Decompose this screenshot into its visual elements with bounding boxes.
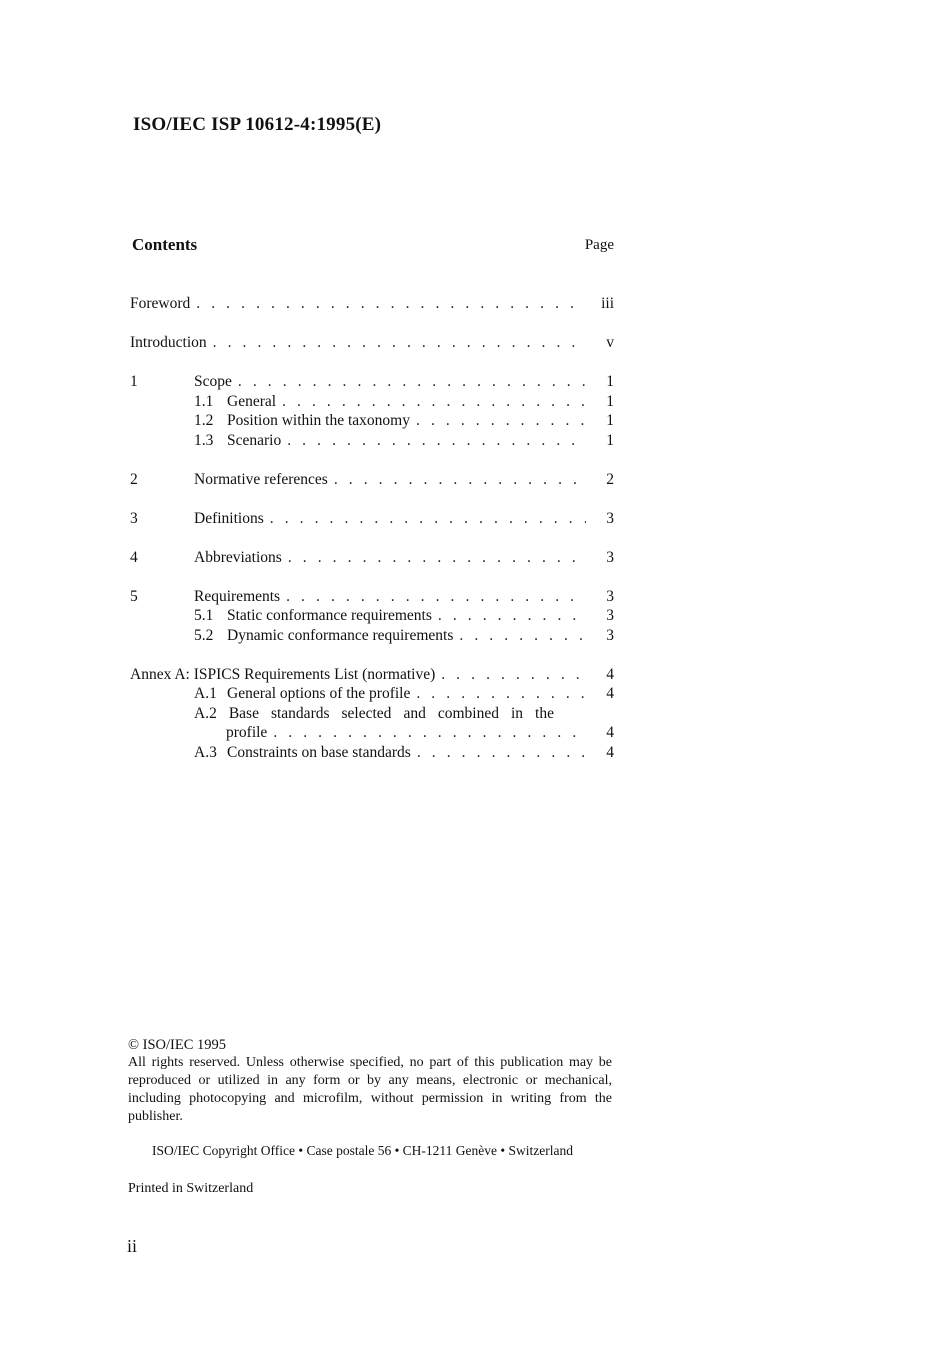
toc-entry-annex-a-3[interactable] [130,743,614,763]
copyright-text: All rights reserved. Unless otherwise specified, no part of this publication may be reproduced or utilized in any form or by any means, electronic or mechanical, including photocopying and microfilm, without permission in writing from the publisher. [128,1055,612,1124]
document-id: ISO/IEC ISP 10612-4:1995(E) [133,114,382,135]
subsection-number: A.1 [194,685,217,702]
toc-page: 1 [606,392,614,410]
leader-dots [459,626,586,646]
page-number: ii [127,1236,138,1256]
toc-title-word: combined [437,704,499,722]
toc-page: 4 [606,665,614,683]
toc-entry-annex-a-2[interactable] [130,704,614,724]
toc-entry-section-1-3[interactable] [130,431,614,451]
contents-heading: Contents [132,235,198,254]
toc-entry-section-1[interactable] [130,372,614,392]
toc-title: Scenario [227,431,282,449]
section-number: 3 [130,509,138,527]
toc-title: Dynamic conformance requirements [227,626,454,644]
toc-title-word: in [510,704,524,722]
toc-title-word: Base [228,704,259,722]
copyright-block [128,1036,612,1126]
toc-title: Introduction [130,334,207,351]
leader-dots [196,294,586,314]
toc-title-word: and [403,704,426,722]
toc-page: 3 [606,509,614,527]
toc-page: 3 [606,626,614,644]
leader-dots [287,431,586,451]
toc-title: Abbreviations [194,548,282,566]
toc-title-word: standards [270,704,330,722]
toc-page: v [606,334,614,351]
toc-entry-section-3[interactable] [130,509,614,529]
toc-entry-introduction[interactable] [130,333,614,353]
toc-page: 1 [606,431,614,449]
toc-entry-annex-a[interactable] [130,665,614,685]
toc-title: General options of the profile [227,685,411,702]
toc-title: Definitions [194,509,264,527]
page-column-label: Page [584,237,614,253]
toc-entry-foreword[interactable] [130,294,614,314]
toc-entry-annex-a-1[interactable] [130,684,614,704]
subsection-number: A.3 [194,743,217,761]
subsection-number: A.2 [194,704,217,722]
toc-page: 1 [606,373,614,390]
toc-entry-section-5-1[interactable] [130,606,614,626]
leader-dots [438,606,586,626]
toc-title: Static conformance requirements [227,607,432,624]
toc-title: profile [226,724,268,741]
toc-entry-section-5-2[interactable] [130,626,614,646]
leader-dots [416,411,586,431]
toc-page: 4 [606,724,614,741]
leader-dots [282,392,586,412]
leader-dots [270,509,586,529]
toc-title: Foreword [130,295,191,312]
toc-title: Position within the taxonomy [227,412,410,429]
toc-page: 2 [606,470,614,488]
toc-page: iii [601,295,614,312]
toc-title: Requirements [194,587,281,605]
leader-dots [238,372,586,392]
subsection-number: 1.2 [194,412,214,429]
section-number: 5 [130,587,138,605]
toc-title-word: selected [341,704,392,722]
leader-dots [417,743,586,763]
section-number: 4 [130,548,138,566]
subsection-number: 1.3 [194,431,214,449]
leader-dots [288,548,586,568]
leader-dots [213,333,586,353]
printed-in: Printed in Switzerland [128,1181,254,1196]
subsection-number: 5.1 [194,607,214,624]
section-number: 1 [130,373,138,390]
subsection-number: 5.2 [194,626,214,644]
toc-title: Scope [194,373,232,390]
toc-title: Constraints on base standards [227,743,411,761]
leader-dots [273,723,586,743]
leader-dots [334,470,586,490]
toc-page: 1 [606,412,614,429]
toc-title-word: the [535,704,554,722]
toc-page: 3 [606,607,614,624]
copyright-office-address: ISO/IEC Copyright Office • Case postale 56 • CH-1211 Genève • Switzerland [152,1143,573,1158]
toc-page: 3 [606,587,614,605]
toc-entry-section-4[interactable] [130,548,614,568]
toc-entry-section-1-1[interactable] [130,392,614,412]
toc-title: Normative references [194,470,328,488]
table-of-contents [130,294,614,762]
toc-entry-annex-a-2-cont[interactable] [130,723,614,743]
toc-page: 4 [606,685,614,702]
toc-title: General [227,392,277,410]
toc-entry-section-1-2[interactable] [130,411,614,431]
subsection-number: 1.1 [194,392,214,410]
toc-page: 3 [606,548,614,566]
toc-title: Annex A: ISPICS Requirements List (normative) [130,665,436,683]
leader-dots [286,587,586,607]
leader-dots [441,665,586,685]
toc-entry-section-5[interactable] [130,587,614,607]
toc-page: 4 [606,743,614,761]
section-number: 2 [130,470,138,488]
copyright-notice: © ISO/IEC 1995 [128,1037,227,1053]
leader-dots [416,684,586,704]
toc-entry-section-2[interactable] [130,470,614,490]
